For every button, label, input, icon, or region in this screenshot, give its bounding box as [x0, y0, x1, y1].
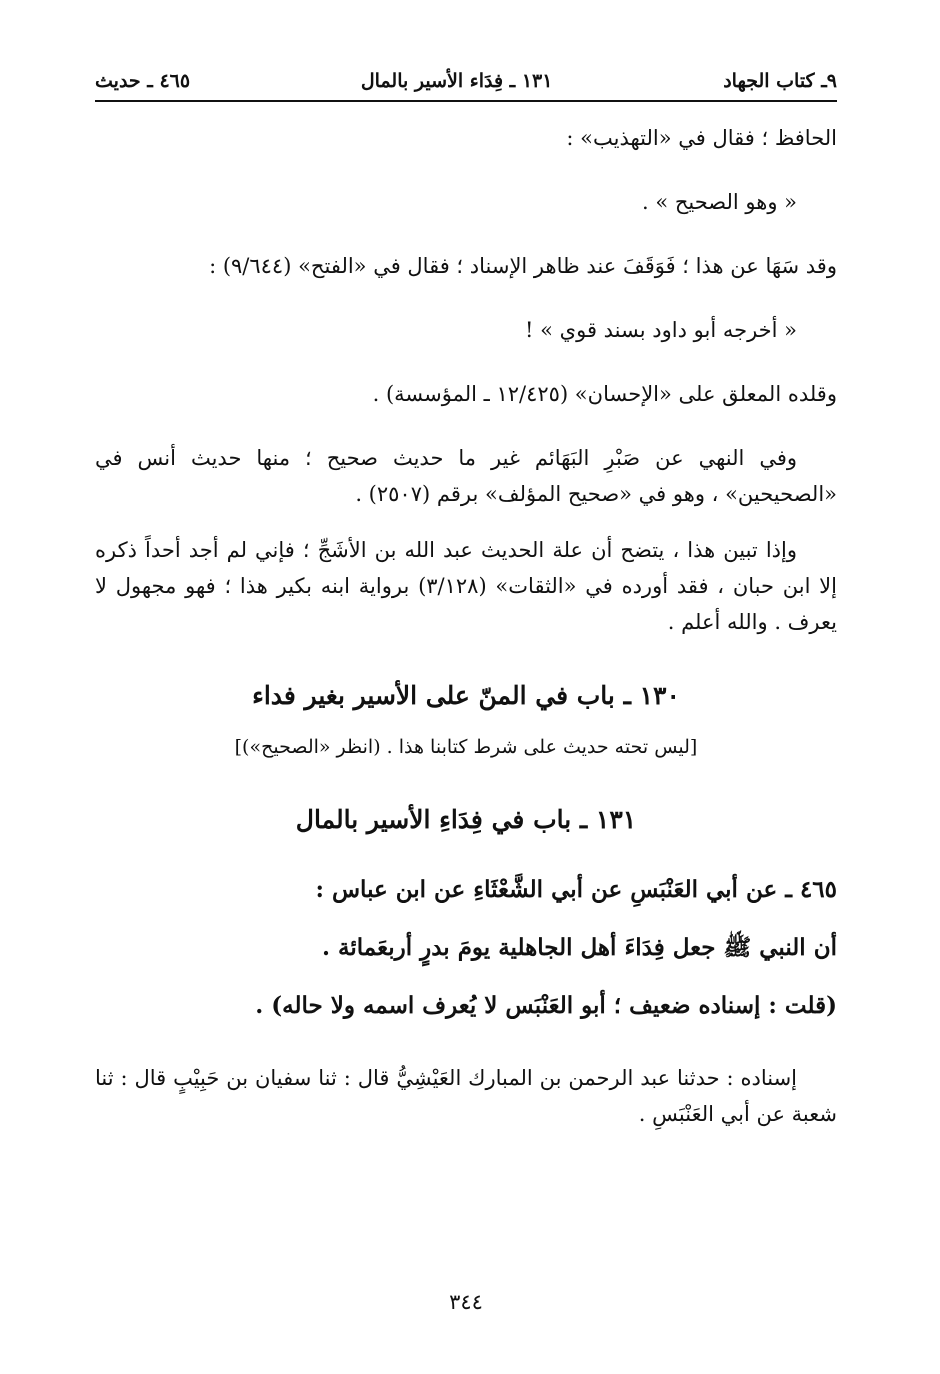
chapter-131-title: ١٣١ ـ باب في فِدَاءِ الأسير بالمال — [295, 805, 637, 834]
hadith-text: أن النبي ﷺ جعل فِدَاءَ أهل الجاهلية يومَ بدرٍ أربعَمائة . — [322, 934, 837, 961]
header-hadith-number: ٤٦٥ ـ حديث — [95, 70, 191, 92]
paragraph-nahy: وفي النهي عن صَبْرِ البَهَائم غير ما حديث صحيح ؛ منها حديث أنس في «الصحيحين» ، وهو في «صحيح المؤلف» برقم (٢٥٠٧) . — [95, 446, 837, 506]
hadith-grading: (قلت : إسناده ضعيف ؛ أبو العَنْبَس لا يُعرف اسمه ولا حاله) . — [255, 992, 837, 1019]
hadith-chain: ٤٦٥ ـ عن أبي العَنْبَسِ عن أبي الشَّعْثَاءِ عن ابن عباس : — [315, 876, 837, 903]
quote-sahih: « وهو الصحيح » . — [641, 190, 797, 214]
chapter-130-title: ١٣٠ ـ باب في المنّ على الأسير بغير فداء — [252, 681, 680, 710]
paragraph-ihsan: وقلده المعلق على «الإحسان» (١٢/٤٢٥ ـ المؤسسة) . — [372, 382, 837, 406]
quote-abu-dawud: « أخرجه أبو داود بسند قوي » ! — [525, 318, 797, 342]
running-header — [95, 70, 837, 102]
page-number: ٣٤٤ — [449, 1290, 483, 1314]
chapter-130-note: [ليس تحته حديث على شرط كتابنا هذا . (انظر «الصحيح»)] — [234, 736, 698, 758]
book-page — [95, 70, 837, 1330]
isnad-paragraph: إسناده : حدثنا عبد الرحمن بن المبارك العَيْشِيُّ قال : ثنا سفيان بن حَبِيْبٍ قال : ثنا شعبة عن أبي العَنْبَسِ . — [95, 1066, 837, 1126]
header-book-title: ٩ـ كتاب الجهاد — [723, 70, 837, 92]
paragraph-illa: وإذا تبين هذا ، يتضح أن علة الحديث عبد الله بن الأشَجِّ ؛ فإني لم أجد أحداً ذكره إلا ابن حبان ، فقد أورده في «الثقات» (٣/١٢٨) برواية ابنه بكير هذا ؛ فهو مجهول لا يعرف . والله أعلم . — [95, 538, 837, 634]
paragraph-hafiz: الحافظ ؛ فقال في «التهذيب» : — [566, 126, 837, 150]
header-chapter-title: ١٣١ ـ فِدَاء الأسير بالمال — [360, 70, 553, 92]
paragraph-fath: وقد سَهَا عن هذا ؛ فَوَقَفَ عند ظاهر الإسناد ؛ فقال في «الفتح» (٩/٦٤٤) : — [209, 254, 837, 278]
